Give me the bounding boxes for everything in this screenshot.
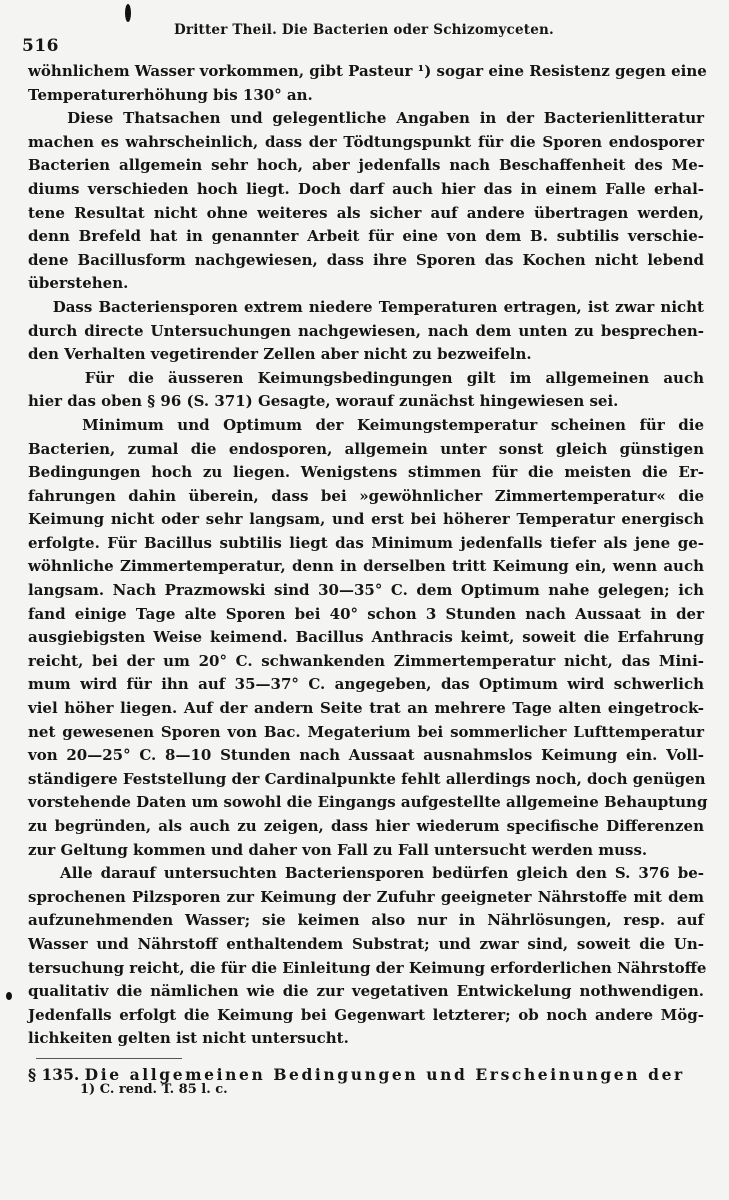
text-line: wöhnlichem Wasser vorkommen, gibt Pasteur ¹) sogar eine Resistenz gegen eine	[28, 62, 707, 80]
text-line: zur Geltung kommen und daher von Fall zu Fall untersucht werden muss.	[28, 840, 648, 859]
text-line: diums verschieden hoch liegt. Doch darf auch hier das in einem Falle erhal-	[28, 179, 704, 198]
text-line: von 20—25° C. 8—10 Stunden nach Aussaat ausnahmslos Keimung ein. Voll-	[28, 746, 704, 765]
text-line: vorstehende Daten um sowohl die Eingangs aufgestellte allgemeine Behauptung	[28, 793, 708, 812]
text-line: Für die äusseren Keimungsbedingungen gilt im allgemeinen auch	[28, 368, 704, 387]
page-number: 516	[22, 36, 59, 56]
text-line: denn Brefeld hat in genannter Arbeit für eine von dem B. subtilis verschie-	[28, 227, 704, 246]
text-line: machen es wahrscheinlich, dass der Tödtungspunkt für die Sporen endosporer	[28, 132, 704, 151]
text-line: dene Bacillusform nachgewiesen, dass ihre Sporen das Kochen nicht lebend	[28, 250, 704, 269]
text-line: Jedenfalls erfolgt die Keimung bei Gegenwart letzterer; ob noch andere Mög-	[28, 1005, 704, 1024]
text-line: lichkeiten gelten ist nicht untersucht.	[28, 1029, 349, 1048]
text-line: Minimum und Optimum der Keimungstemperatur scheinen für die	[28, 415, 704, 434]
text-line: viel höher liegen. Auf der andern Seite trat an mehrere Tage alten eingetrock-	[28, 699, 704, 718]
body-lines	[28, 60, 708, 1051]
text-line: reicht, bei der um 20° C. schwankenden Zimmertemperatur nicht, das Mini-	[28, 651, 704, 670]
text-line: hier das oben § 96 (S. 371) Gesagte, worauf zunächst hingewiesen sei.	[28, 392, 619, 411]
text-line: ausgiebigsten Weise keimend. Bacillus Anthracis keimt, soweit die Erfahrung	[28, 628, 704, 647]
text-line: tersuchung reicht, die für die Einleitung der Keimung erforderlichen Nährstoffe	[28, 958, 707, 977]
text-line: Alle darauf untersuchten Bacteriensporen bedürfen gleich den S. 376 be-	[28, 864, 704, 883]
text-line: Keimung nicht oder sehr langsam, und erst bei höherer Temperatur energisch	[28, 510, 704, 529]
text-line: Bacterien, zumal die endosporen, allgemein unter sonst gleich günstigen	[28, 439, 704, 458]
text-line: ständigere Feststellung der Cardinalpunkte fehlt allerdings noch, doch genügen	[28, 769, 706, 788]
running-head: Dritter Theil. Die Bacterien oder Schizomyceten.	[174, 22, 554, 38]
text-line: wöhnliche Zimmertemperatur, denn in derselben tritt Keimung ein, wenn auch	[28, 557, 704, 576]
section-number: § 135.	[28, 1064, 80, 1084]
text-line: Wasser und Nährstoff enthaltendem Substrat; und zwar sind, soweit die Un-	[28, 934, 704, 953]
text-line: mum wird für ihn auf 35—37° C. angegeben, das Optimum wird schwerlich	[28, 675, 704, 694]
text-line: sprochenen Pilzsporen zur Keimung der Zufuhr geeigneter Nährstoffe mit dem	[28, 887, 704, 906]
text-line: langsam. Nach Prazmowski sind 30—35° C. dem Optimum nahe gelegen; ich	[28, 581, 704, 600]
footnote-rule	[36, 1058, 182, 1059]
ink-speck	[6, 992, 12, 1000]
text-line: Bacterien allgemein sehr hoch, aber jedenfalls nach Beschaffenheit des Me-	[28, 156, 704, 175]
text-line: erfolgte. Für Bacillus subtilis liegt das Minimum jedenfalls tiefer als jene ge-	[28, 533, 704, 552]
text-line: Dass Bacteriensporen extrem niedere Temperaturen ertragen, ist zwar nicht	[28, 297, 704, 316]
ink-speck	[125, 4, 131, 22]
footnote: 1) C. rend. T. 85 l. c.	[80, 1082, 228, 1097]
text-line: durch directe Untersuchungen nachgewiesen, nach dem unten zu besprechen-	[28, 321, 704, 340]
text-line: Bedingungen hoch zu liegen. Wenigstens stimmen für die meisten die Er-	[28, 463, 704, 482]
section-title: Die allgemeinen Bedingungen und Erscheinungen der	[84, 1064, 685, 1084]
text-line: net gewesenen Sporen von Bac. Megaterium bei sommerlicher Lufttemperatur	[28, 722, 704, 741]
text-line: Temperaturerhöhung bis 130° an.	[28, 85, 313, 104]
text-line: fand einige Tage alte Sporen bei 40° schon 3 Stunden nach Aussaat in der	[28, 604, 704, 623]
text-line: zu begründen, als auch zu zeigen, dass hier wiederum specifische Differenzen	[28, 817, 704, 835]
text-line: den Verhalten vegetirender Zellen aber nicht zu bezweifeln.	[28, 345, 532, 364]
text-line: Diese Thatsachen und gelegentliche Angaben in der Bacterienlitteratur	[28, 109, 704, 128]
text-line: überstehen.	[28, 274, 129, 293]
text-line: aufzunehmenden Wasser; sie keimen also nur in Nährlösungen, resp. auf	[28, 911, 704, 930]
body-text	[28, 60, 708, 1087]
text-line: tene Resultat nicht ohne weiteres als sicher auf andere übertragen werden,	[28, 203, 704, 222]
text-line: qualitativ die nämlichen wie die zur vegetativen Entwickelung nothwendigen.	[28, 982, 704, 1001]
text-line: fahrungen dahin überein, dass bei »gewöhnlicher Zimmertemperatur« die	[28, 486, 704, 505]
page-header	[22, 22, 689, 56]
